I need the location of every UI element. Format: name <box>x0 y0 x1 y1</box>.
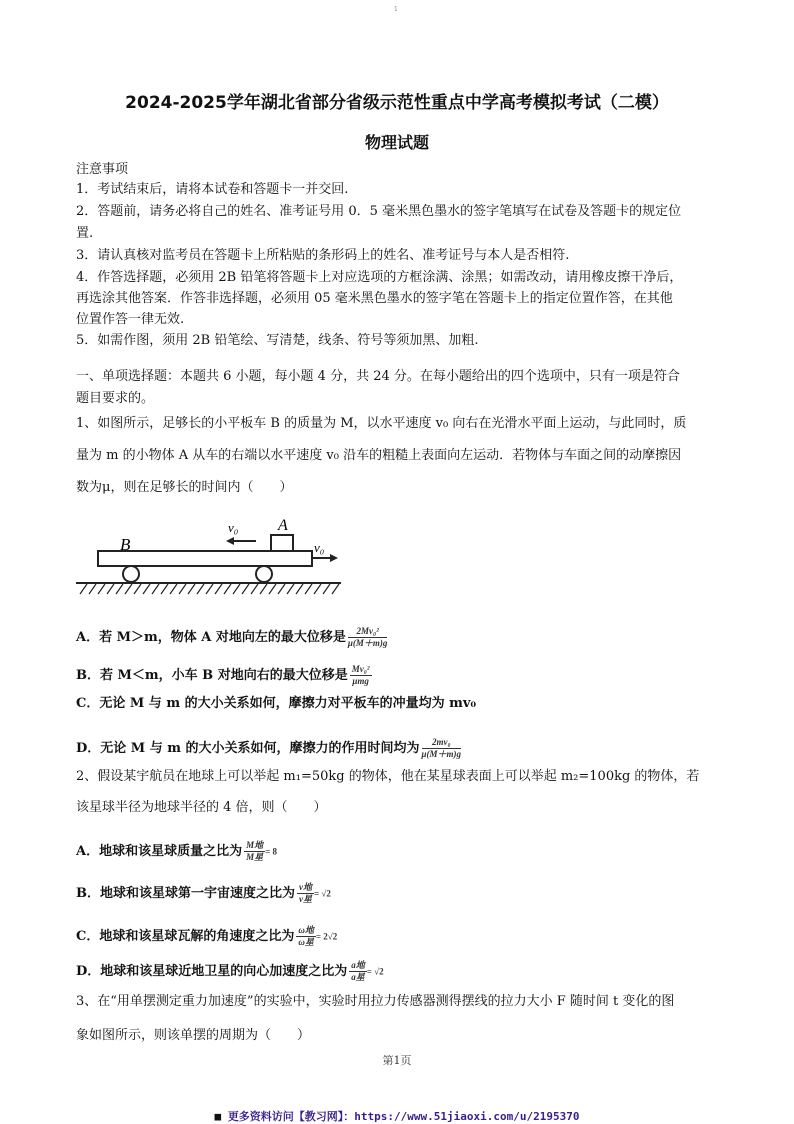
ground-hatch <box>233 584 240 594</box>
ground-hatch <box>89 584 96 594</box>
ground-hatch <box>179 584 186 594</box>
note-line: 5．如需作图，须用 2B 铅笔绘、写清楚，线条、符号等须加黑、加粗. <box>76 333 479 348</box>
q1-option-c: C．无论 M 与 m 的大小关系如何，摩擦力对平板车的冲量均为 mv₀ <box>76 696 477 711</box>
ground-hatch <box>332 584 339 594</box>
q2-option-d: D．地球和该星球近地卫星的向心加速度之比为 $\frac{\text{a地}}{\text{a星}}$ = √2 <box>76 960 384 982</box>
ground-hatch <box>197 584 204 594</box>
page-number: 第1页 <box>382 1054 412 1067</box>
q2-text: 2、假设某宇航员在地球上可以举起 m₁=50kg 的物体，他在某星球表面上可以举起 m₂=100kg 的物体，若 <box>76 769 700 784</box>
ground-hatch <box>314 584 321 594</box>
ground-hatch <box>242 584 249 594</box>
flag-icon: ■ <box>214 1110 222 1123</box>
page-title: 2024-2025学年湖北省部分省级示范性重点中学高考模拟考试（二模） <box>125 93 669 113</box>
ground-hatch <box>125 584 132 594</box>
q2-text: 该星球半径为地球半径的 4 倍，则（ ） <box>76 800 327 815</box>
notes-heading: 注意事项 <box>76 162 129 177</box>
ground-hatch <box>188 584 195 594</box>
q1-text: 量为 m 的小物体 A 从车的右端以水平速度 v₀ 沿车的粗糙上表面向左运动．若物体与车面之间的动摩擦因 <box>76 448 682 463</box>
ground-hatch <box>287 584 294 594</box>
note-line: 4．作答选择题，必须用 2B 铅笔将答题卡上对应选项的方框涂满、涂黑；如需改动，请用橡皮擦干净后， <box>76 270 683 285</box>
page-subtitle: 物理试题 <box>364 133 429 152</box>
q2-option-a: A．地球和该星球质量之比为 $\frac{\text{M地}}{\text{M星}}$ = 8 <box>76 840 277 862</box>
section-heading: 一、单项选择题：本题共 6 小题，每小题 4 分，共 24 分。在每小题给出的四个选项中，只有一项是符合 <box>76 369 680 384</box>
note-line: 位置作答一律无效. <box>76 312 185 327</box>
ground-hatch <box>251 584 258 594</box>
ground-hatch <box>170 584 177 594</box>
ground-hatch <box>323 584 330 594</box>
q3-text: 象如图所示，则该单摆的周期为（ ） <box>76 1028 311 1043</box>
note-line: 再选涂其他答案．作答非选择题，必须用 05 毫米黑色墨水的签字笔在答题卡上的指定位置作答，在其他 <box>76 291 673 306</box>
ground-hatch <box>98 584 105 594</box>
q2-option-c: C．地球和该星球瓦解的角速度之比为 $\frac{\text{ω地}}{\text{ω星}}$ = 2√2 <box>76 925 338 947</box>
note-line: 3．请认真核对监考员在答题卡上所粘贴的条形码上的姓名、准考证号与本人是否相符. <box>76 248 570 263</box>
ground-hatch <box>206 584 213 594</box>
ground-hatch <box>215 584 222 594</box>
ground-hatch <box>224 584 231 594</box>
q1-text: 1、如图所示，足够长的小平板车 B 的质量为 M，以水平速度 v₀ 向右在光滑水平面上运动，与此同时，质 <box>76 416 687 431</box>
q3-text: 3、在“用单摆测定重力加速度”的实验中，实验时用拉力传感器测得摆线的拉力大小 F 随时间 t 变化的图 <box>76 994 675 1009</box>
label-v0-left: v₀ <box>228 520 239 535</box>
ground-hatch <box>80 584 87 594</box>
ground-hatch <box>107 584 114 594</box>
note-line: 1．考试结束后，请将本试卷和答题卡一并交回. <box>76 182 349 197</box>
ground-hatch <box>260 584 267 594</box>
section-heading-cont: 题目要求的。 <box>76 391 155 406</box>
ground-hatch <box>296 584 303 594</box>
note-line: 2．答题前，请务必将自己的姓名、准考证号用 0．5 毫米黑色墨水的签字笔填写在试卷及答题卡的规定位 <box>76 204 682 219</box>
label-v0-right: v₀ <box>314 540 325 555</box>
q1-option-b: B．若 M＜m，小车 B 对地向右的最大位移是 $\frac{\text{Mv₀²}}{\text{μmg}}$ <box>76 664 370 686</box>
q1-option-a: A．若 M＞m，物体 A 对地向左的最大位移是 $\frac{\text{2Mv₀²}}{\mu(M+m)g}$ <box>76 626 388 648</box>
ground-hatch <box>278 584 285 594</box>
page-marker: 1 <box>394 6 398 13</box>
label-b: B <box>120 535 131 554</box>
q1-text: 数为μ，则在足够长的时间内（ ） <box>76 480 293 495</box>
note-line: 置. <box>76 226 94 241</box>
ground-hatch <box>305 584 312 594</box>
footer-link[interactable]: ■ 更多资料访问【教习网】：https://www.51jiaoxi.com/u/2195370 <box>214 1110 580 1123</box>
ground-hatch <box>143 584 150 594</box>
ground-hatch <box>152 584 159 594</box>
q2-option-b: B．地球和该星球第一宇宙速度之比为 $\frac{\text{v地}}{\text{v星}}$ = √2 <box>76 882 331 904</box>
q1-figure-cart <box>76 508 346 608</box>
ground-hatch <box>134 584 141 594</box>
q1-option-d: D．无论 M 与 m 的大小关系如何，摩擦力的作用时间均为 $\frac{\text{2mv₀}}{\mu(M+m)g}$ <box>76 737 462 759</box>
ground-hatch <box>161 584 168 594</box>
ground-hatch <box>116 584 123 594</box>
ground-hatch <box>269 584 276 594</box>
label-a: A <box>278 517 288 534</box>
